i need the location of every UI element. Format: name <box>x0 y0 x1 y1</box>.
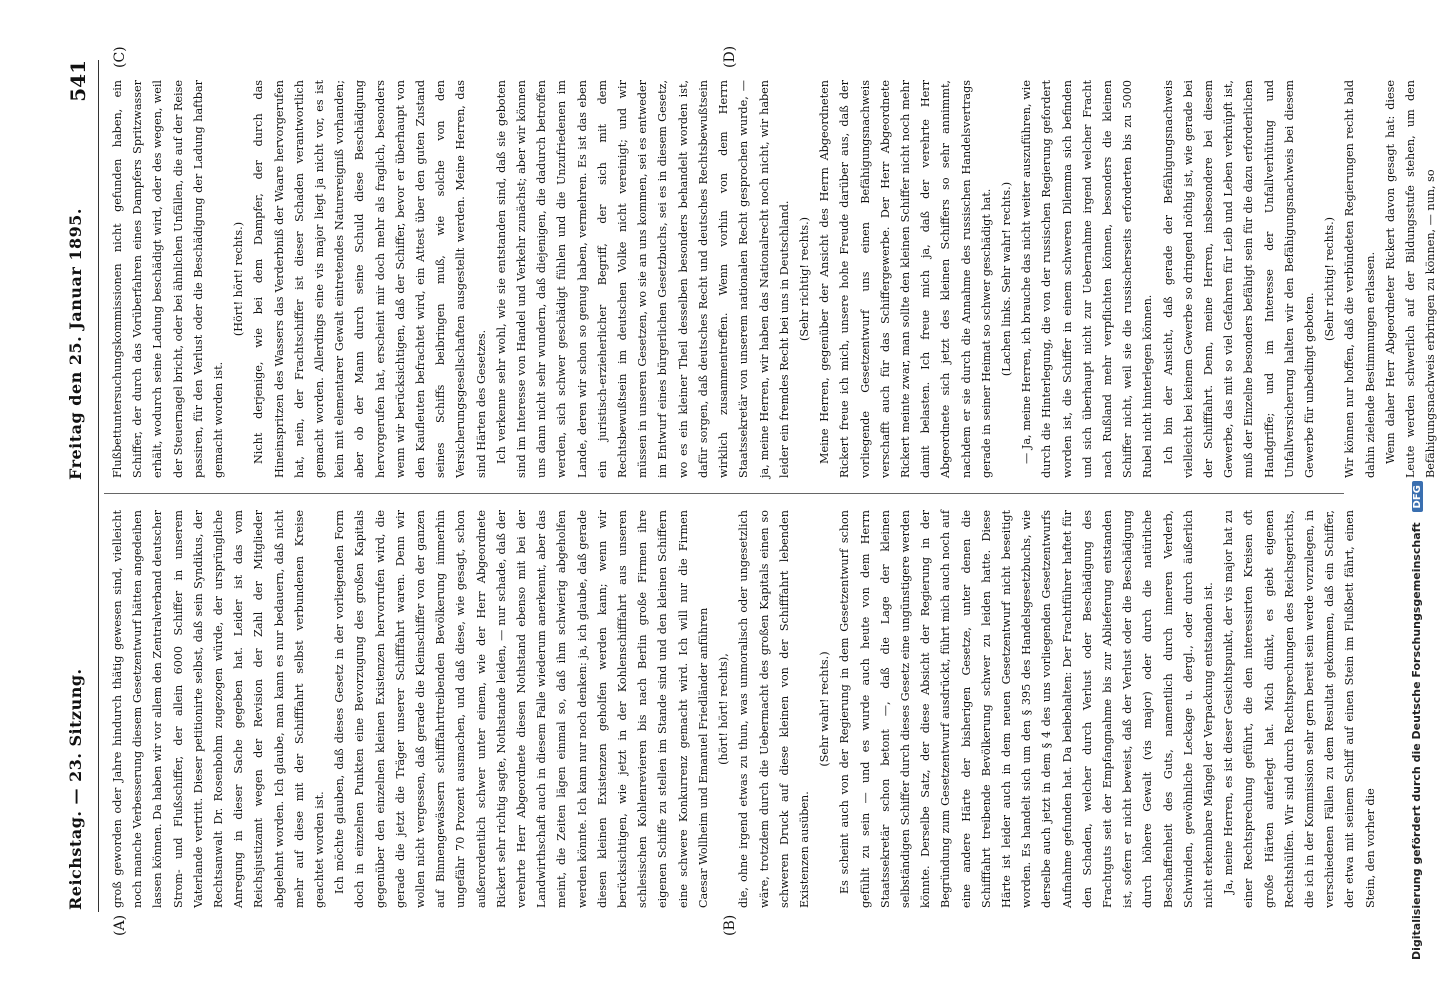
page-number: 541 <box>66 60 90 102</box>
right-column <box>108 80 1438 478</box>
margin-marker-a: (A) <box>112 914 128 936</box>
paragraph: Ja, meine Herren, es ist dieser Gesichtspunkt, der vis major hat zu einer Rechtsprechung geführt, die den interessirten Kreisen oft große Härten auferlegt hat. Mich dünkt, es giebt eigenen Rechtshülfen. Wir sind durch Rechtsprechungen des Reichsgerichts, die ich in der Kommission sehr gern bereit sein werde vorzulegen, in verschiedenen Fällen zu dem Resultat gekommen, daß ein Schiffer, der etwa mit seinem Schiff auf einen Stein im Flußbett fährt, einen Stein, den vorher die <box>1222 510 1377 908</box>
paragraph: die, ohne irgend etwas zu thun, was unmoralisch oder ungesetzlich wäre, trotzdem durch die Uebermacht des großen Kapitals einen so schweren Druck auf diese kleinen von der Schifffahrt lebenden Existenzen ausüben. <box>737 510 811 908</box>
credit-text: Digitalisierung gefördert durch die Deutsche Forschungsgemeinschaft <box>1410 522 1423 960</box>
paragraph: Ich bin der Ansicht, daß gerade der Befähigungsnachweis vielleicht bei keinem Gewerbe so dringend nöthig ist, wie gerade bei der Schifffahrt. Denn, meine Herren, insbesondere bei diesem Gewerbe, das mit so viel Gefahren für Leib und Leben verknüpft ist, muß der Einzelne besonders befähigt sein für die dazu erforderlichen Handgriffe; und im Interesse der Unfallverhütung und Unfallversicherung halten wir den Befähigungsnachweis bei diesem Gewerbe für unbedingt geboten. <box>1161 80 1316 478</box>
paragraph: Wir können nur hoffen, daß die verbündeten Regierungen recht bald dahin zielende Bestimmungen erlassen. <box>1343 80 1377 478</box>
paragraph: Wenn daher Herr Abgeordneter Rickert davon gesagt hat: diese Leute werden schwerlich auf der Bildungsstufe stehen, um den Befähigungsnachweis erbringen zu können, — nun, so <box>1383 80 1438 478</box>
interjection: (Lachen links. Sehr wahr! rechts.) <box>999 181 1013 377</box>
paragraph: Ich möchte glauben, daß dieses Gesetz in der vorliegenden Form doch in einzelnen Punkten eine Bevorzugung des großen Kapitals gegenüber den einzelnen kleinen Existenzen hervorrufen wird, die gerade die jetzt die Träger unserer Schifffahrt waren. Denn wir wollen nicht vergessen, daß gerade die Kleinschiffer von der ganzen auf Binnengewässern schifffahrttreibenden Bevölkerung immerhin ungefähr 70 Prozent ausmachen, und daß diese, wie gesagt, schon außerordentlich schwer unter einem, wie der Herr Abgeordnete Rickert sehr richtig sagte, Nothstande leiden, — nur schade, daß der verehrte Herr Abgeordnete diesen Nothstand ebenso mit bei der Landwirthschaft auch in diesem Falle wiederum anerkennt, aber das meint, die Zeiten lägen einmal so, daß ihm schwierig abgeholfen werden könnte. Ich kann nur noch denken: ja, ich glaube, daß gerade diesen kleinen Existenzen geholfen werden kann; wenn wir berücksichtigen, wie jetzt in der Kohlenschifffahrt aus unseren schlesischen Kohlenrevieren bis nach Berlin große Firmen ihre eigenen Schiffe zu stellen im Stande sind und den kleinen Schiffern eine schwere Konkurrenz gemacht wird. Ich will nur die Firmen Caesar Wollheim und Emanuel Friedländer anführen <box>333 510 710 908</box>
interjection: (Sehr richtig! rechts.) <box>797 216 811 342</box>
margin-marker-d: (D) <box>722 45 738 68</box>
digitization-credit <box>1410 60 1423 960</box>
paragraph: — Ja, meine Herren, ich brauche das nicht weiter auszuführen, wie durch die Hinterlegung, die von der russischen Regierung gefordert worden ist, die Schiffer in einem schweren Dilemma sich befinden und sich überhaupt nicht zur Uebernahme irgend welcher Fracht nach Rußland mehr verpflichten können, besonders die kleinen Schiffer nicht, weil sie die russischerseits erforderten bis zu 5000 Rubel nicht hinterlegen können. <box>1020 80 1155 478</box>
interjection: (Sehr richtig! rechts.) <box>1323 216 1337 342</box>
paragraph: Flußbettuntersuchungskommissionen nicht gefunden haben, ein Schiffer, der durch das Vorüberfahren eines Dampfers Spritzwasser erhält, wodurch seine Ladung beschädigt wird, oder des wegen, weil der Steuernagel bricht, oder bei ähnlichen Unfällen, die auf der Reise passiren, für den Verlust oder die Beschädigung der Ladung haftbar gemacht worden ist. <box>111 80 226 478</box>
header-rule <box>98 60 99 912</box>
margin-marker-b: (B) <box>722 914 738 936</box>
margin-marker-c: (C) <box>112 46 128 68</box>
header-date: Freitag den 25. Januar 1895. <box>66 208 85 480</box>
header-title: Reichstag. — 23. Sitzung. <box>66 668 85 910</box>
dfg-logo: DFG <box>1412 481 1423 512</box>
paragraph: Meine Herren, gegenüber der Ansicht des Herrn Abgeordneten Rickert freue ich mich, unsere hohe Freude darüber aus, daß der vorliegende Gesetzentwurf uns einen Befähigungsnachweis verschafft auch für das Schiffergewerbe. Der Herr Abgeordnete Rickert meinte zwar, man sollte den kleinen Schiffer nicht noch mehr damit belasten. Ich freue mich ja, daß der verehrte Herr Abgeordnete sich jetzt des kleinen Schiffers so sehr annimmt, nachdem er sie durch die Annahme des russischen Handelsvertrags gerade in seiner Heimat so schwer geschädigt hat. <box>818 80 993 478</box>
page-header <box>66 60 94 910</box>
interjection: (Sehr wahr! rechts.) <box>818 651 832 767</box>
paragraph: groß geworden oder Jahre hindurch thätig gewesen sind, vielleicht noch manche Verbesserung diesem Gesetzentwurf hätten angedeihen lassen können. Da haben wir vor allem den Zentralverband deutscher Strom- und Flußschiffer, der allein 6000 Schiffer in unserem Vaterlande vertritt. Dieser petitionirte selbst, daß sein Syndikus, der Rechtsanwalt Dr. Rosenbohm zugezogen würde, der ursprüngliche Anregung in dieser Sache gegeben hat. Leider ist das vom Reichsjustizamt wegen der Revision der Zahl der Mitglieder abgelehnt worden. Ich glaube, man kann es nur bedauern, daß nicht mehr auf diese mit der Schifffahrt selbst verbundenen Kreise geachtet worden ist. <box>111 510 327 908</box>
paragraph: Ich verkenne sehr wohl, wie sie entstanden sind, daß sie geboten sind im Interesse von Handel und Verkehr zunächst; aber wir können uns dann nicht sehr wundern, daß diejenigen, die dadurch betroffen werden, sich schwer geschädigt fühlen und die Unzufriedenen im Lande, deren wir schon so genug haben, vermehren. Es ist das eben ein juristisch-erzieherlicher Begriff, der sich mit dem Rechtsbewußtsein im deutschen Volke nicht vereinigt; und wir müssen in unseren Gesetzen, wo sie an uns kommen, sei es entweder im Entwurf eines bürgerlichen Gesetzbuchs, sei es in diesem Gesetz, wo es ein kleiner Theil desselben besonders behandelt worden ist, dafür sorgen, daß deutsches Recht und deutsches Rechtsbewußtsein wirklich zusammentreffen. Wenn vorhin von dem Herrn Staatssekretär von unserem nationalen Recht gesprochen wurde, — ja, meine Herren, wir haben das Nationalrecht noch nicht, wir haben leider ein fremdes Recht bei uns in Deutschland. <box>494 80 791 478</box>
column-divider <box>104 493 1344 494</box>
interjection: (hört! hört! rechts), <box>717 653 731 765</box>
paragraph: Es scheint auch von der Regierung in dem Gesetzentwurf schon gefühlt zu sein — und es wurde auch heute von dem Herrn Staatssekretär schon betont —, daß die Lage der kleinen selbständigen Schiffer durch dieses Gesetz eine ungünstigere werden könnte. Derselbe Satz, der diese Absicht der Regierung in der Begründung zum Gesetzentwurf ausdrückt, führt mich auch noch auf eine andere Härte der bisherigen Gesetze, unter denen die Schifffahrt treibende Bevölkerung schwer zu leiden hatte. Diese Härte ist leider auch in dem neuen Gesetzentwurf nicht beseitigt worden. Es handelt sich um den § 395 des Handelsgesetzbuchs, wie derselbe auch jetzt in dem § 4 des uns vorliegenden Gesetzentwurfs Aufnahme gefunden hat. Da beibehalten: Der Frachtführer haftet für den Schaden, welcher durch Verlust oder Beschädigung des Frachtguts seit der Empfangnahme bis zur Ablieferung entstanden ist, sofern er nicht beweist, daß der Verlust oder die Beschädigung durch höhere Gewalt (vis major) oder durch die natürliche Beschaffenheit des Guts, namentlich durch inneren Verderb, Schwinden, gewöhnliche Leckage u. dergl., oder durch äußerlich nicht erkennbare Mängel der Verpackung entstanden ist. <box>838 510 1215 908</box>
left-column <box>108 510 1377 908</box>
paragraph: Nicht derjenige, wie bei dem Dampfer, der durch das Hineinspritzen des Wassers das Verderbniß der Waare hervorgerufen hat, nein, der Frachtschiffer ist dieser Schaden verantwortlich gemacht worden. Allerdings eine vis major liegt ja nicht vor, es ist kein mit elementarer Gewalt eintretendes Naturereigniß vorhanden; aber ob der Mann durch seine Schuld diese Beschädigung hervorgerufen hat, erscheint mir doch mehr als fraglich, besonders wenn wir berücksichtigen, daß der Schiffer, bevor er überhaupt von den Kaufleuten befrachtet wird, ein Attest über den guten Zustand seines Schiffs beibringen muß, wie solche von den Versicherungsgesellschaften ausgestellt werden. Meine Herren, das sind Härten des Gesetzes. <box>252 80 488 478</box>
interjection: (Hört! hört! rechts.) <box>232 221 246 337</box>
